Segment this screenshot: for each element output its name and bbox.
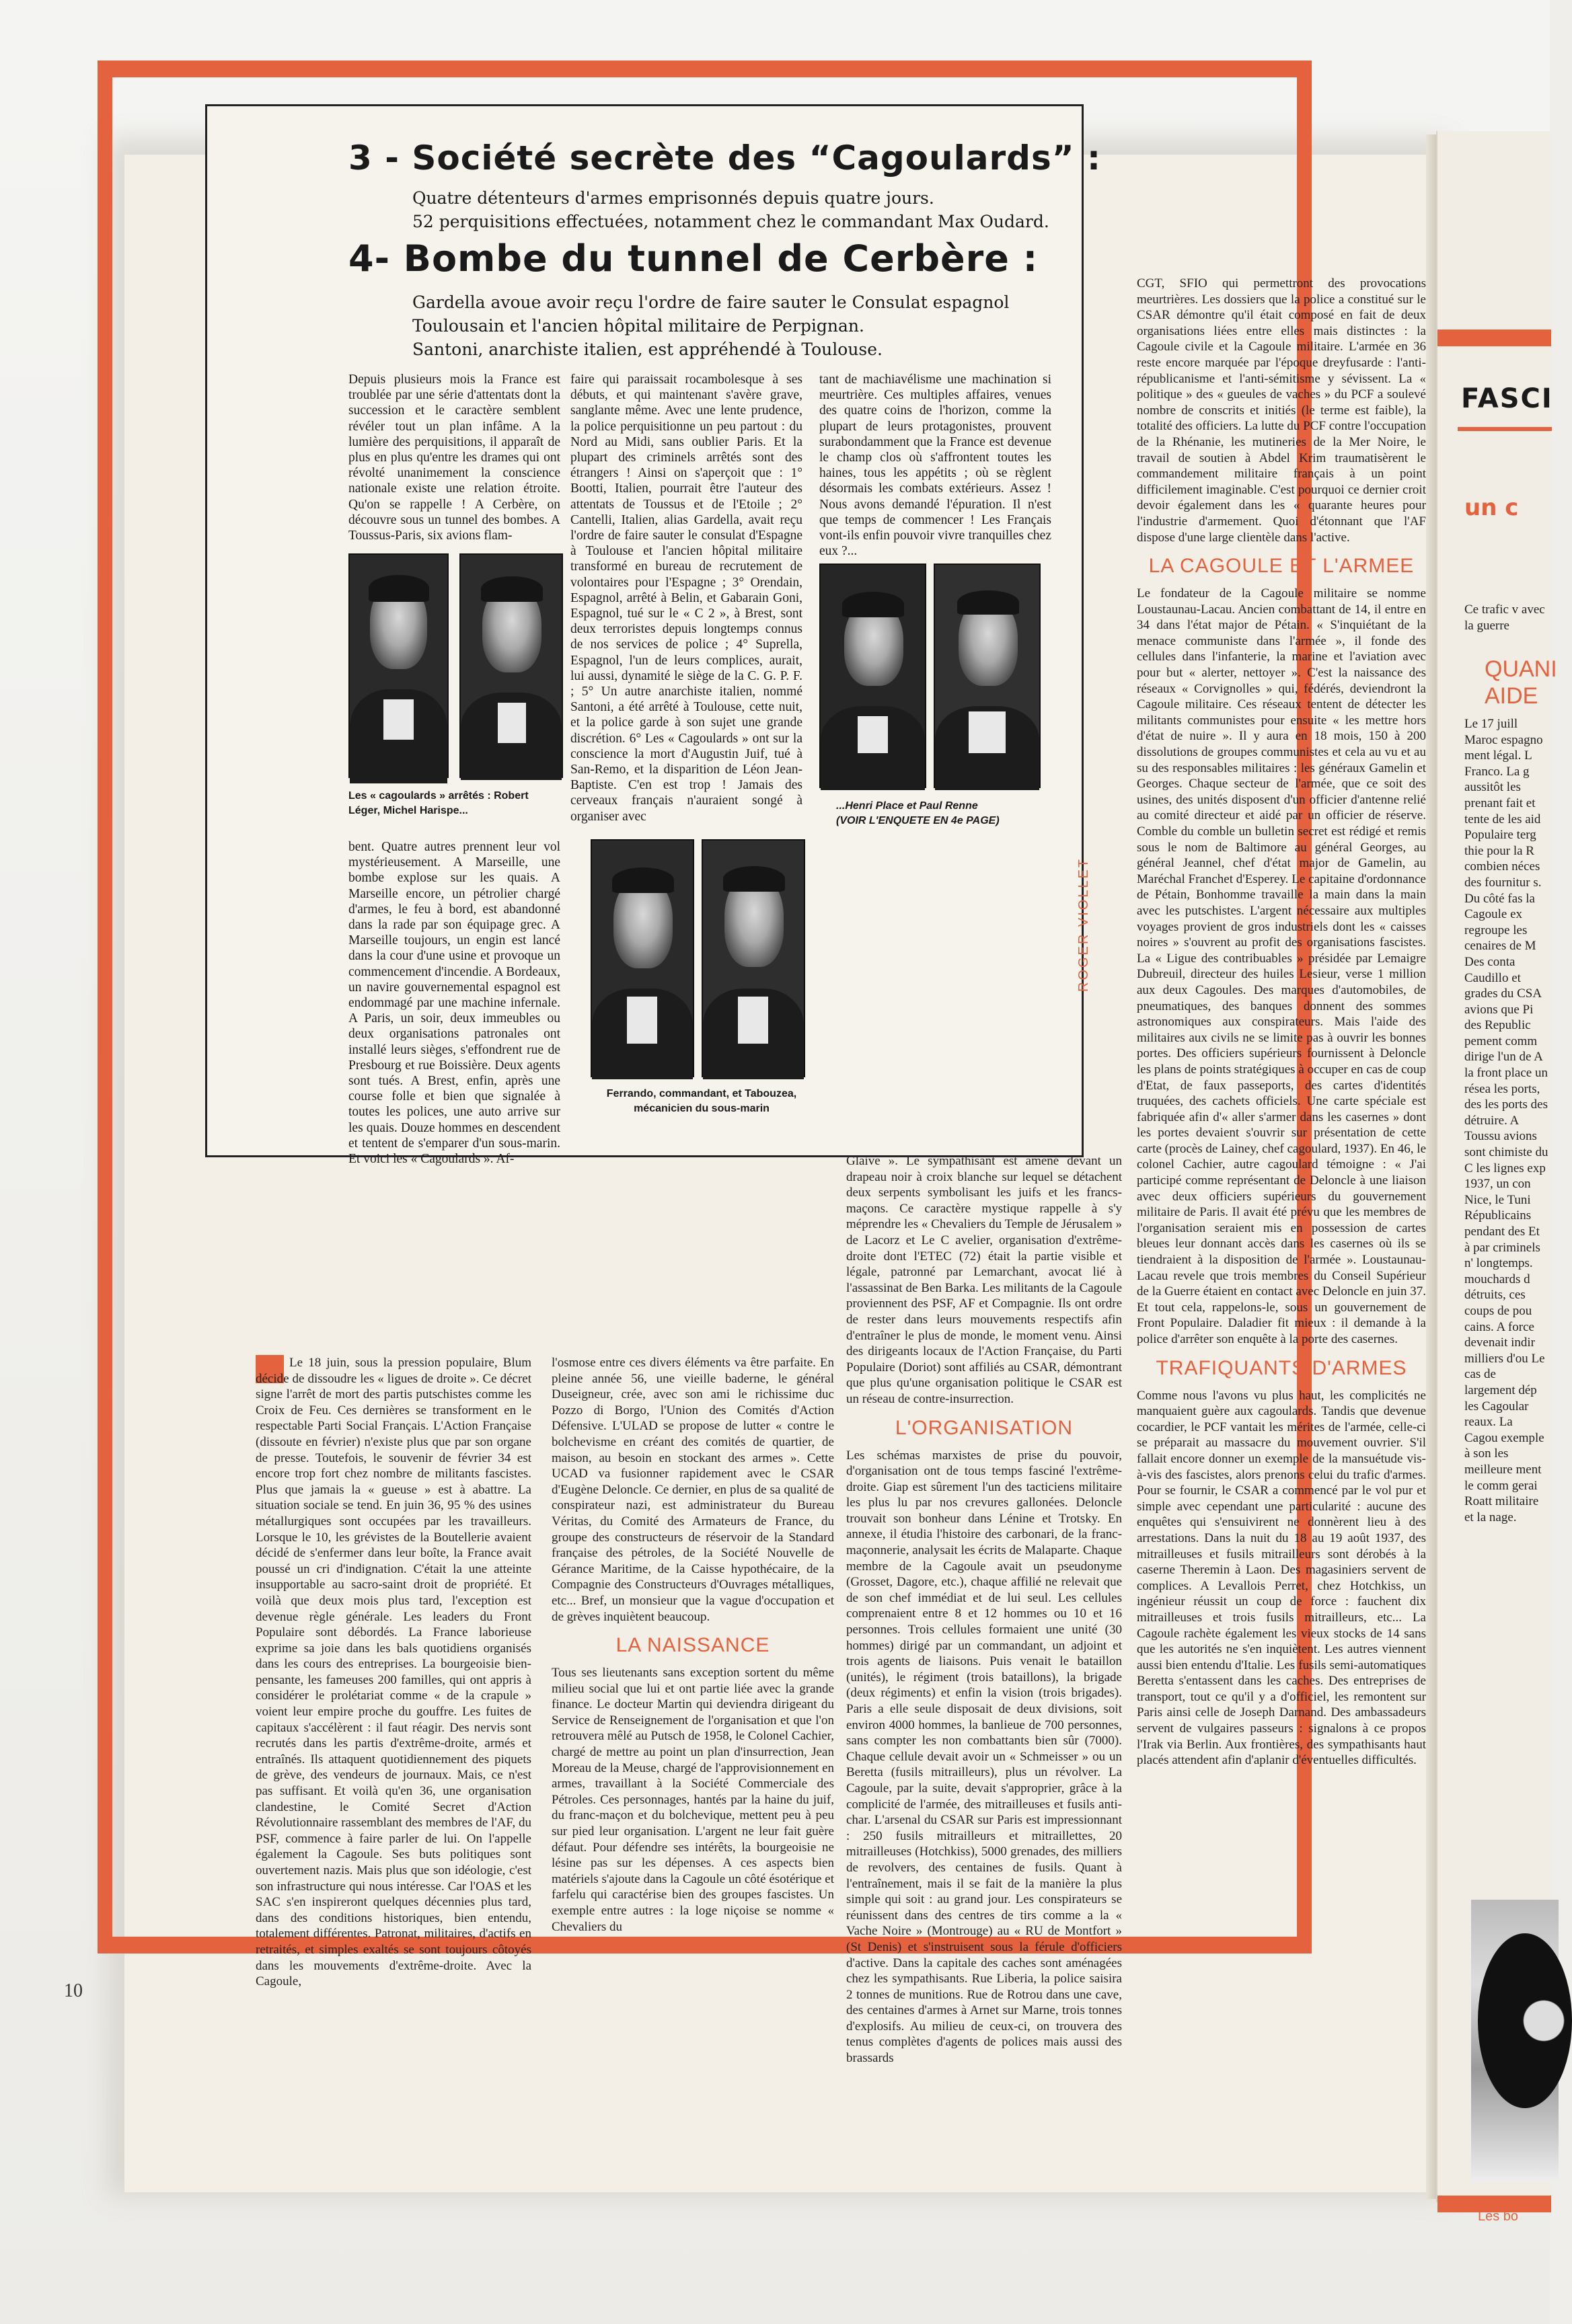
caption-group3-line2: mécanicien du sous-marin — [634, 1103, 770, 1114]
caption-group3 — [601, 1087, 802, 1116]
photo-henri-place — [819, 564, 926, 788]
section-heading-naissance: LA NAISSANCE — [615, 1634, 770, 1657]
article-column-3 — [846, 1153, 1122, 2066]
article-column-4 — [1137, 276, 1426, 1933]
caption-group1 — [348, 789, 564, 818]
article-column-2-part1: l'osmose entre ces divers éléments va être parfaite. En pleine année 56, une vieille baderne, le général Duseigneur, crée, avec son ami le richissime duc Pozzo di Borgo, l'Union des Comités d'Action Défensive. L'ULAD se propose de lutter « contre le bolchevisme en créant des comités de quartier, de maison, au besoin en stockant des armes ». Cette UCAD va fusionner rapidement avec le CSAR d'Eugène Deloncle. Ce dernier, en plus de sa qualité de conspirateur nazi, est administrateur du Bureau Véritas, du Comité des Armateurs de France, du groupe des constructeurs de réservoir de la Standard française des pétroles, de la Société Nouvelle de Gérance Maritime, de la Caisse hypothécaire, de la Compagnie des Constructeurs d'Ouvrages métalliques, etc... Bref, un monsieur que la vague d'occupation et de grèves inquiètent beaucoup. — [552, 1356, 834, 1624]
subhead-1a: Quatre détenteurs d'armes emprisonnés depuis quatre jours. — [412, 188, 934, 208]
caption-group1-line2: Léger, Michel Harispe... — [348, 805, 468, 816]
photo-tabouzea — [702, 839, 805, 1077]
page-number: 10 — [64, 1980, 83, 2001]
next-page-red-frame-top — [1437, 330, 1551, 346]
next-page-caption: Les bo — [1478, 2209, 1519, 2224]
photo-robert-leger — [348, 553, 449, 778]
photo-ferrando — [591, 839, 694, 1077]
subhead-1b: 52 perquisitions effectuées, notamment chez le commandant Max Oudard. — [412, 212, 1049, 231]
subhead-2a: Gardella avoue avoir reçu l'ordre de faire sauter le Consulat espagnol — [412, 293, 1010, 312]
photo-paul-renne — [934, 564, 1041, 788]
next-page-heading: QUANI AIDE — [1485, 656, 1557, 709]
headline-cerbere: 4- Bombe du tunnel de Cerbère : — [348, 237, 1039, 280]
article-column-1: Le 18 juin, sous la pression populaire, Blum décide de dissoudre les « ligues de droite ». Ce décret signe l'arrêt de mort des partis putschistes comme les Croix de Feu. Ces dernières se transforment en le respectable Parti Social Français. L'Action Française (dissoute en février) n'existe plus que par son organe de presse. Toutefois, le souvenir de février 34 est encore trop fort chez nombre de militants fascistes. Plus que jamais la « gueuse » est à abattre. La situation sociale se tend. En juin 36, 95 % des usines métallurgiques sont occupées par les travailleurs. Lorsque le 10, les grévistes de la Boutellerie avaient décidé de s'enfermer dans leur boîte, la France avait poussé un cri d'indignation. C'était la une atteinte insupportable au sacro-saint droit de propriété. Et voilà que deux mois plus tard, l'exception est devenue règle générale. Les leaders du Front Populaire sont débordés. La France laborieuse exprime sa joie dans les bals quotidiens organisés dans les cours des entreprises. La bourgeoisie bien-pensante, les fameuses 200 familles, qui ont appris à considérer le prolétariat comme « de la crapule » voient leur empire proche du gouffre. Les fuites de capitaux s'accélèrent : il faut réagir. Des nervis sont recrutés dans les partis d'extrême-droite, armés et entraînés. Ils attaquent quotidiennement des piquets de grève, des vendeurs de journaux. Mais, ce n'est pas suffisant. Et voilà qu'en 36, une organisation clandestine, le Comité Secret d'Action Révolutionnaire rassemblant des membres de l'AF, du PSF, commence à faire parler de lui. On l'appelle également la Cagoule. Ses buts politiques sont ouvertement nazis. Mais plus que son idéologie, c'est son infrastructure qui nous intéresse. Car l'OAS et les SAC s'en inspireront quelques décennies plus tard, dans des conditions historiques, bien entendu, totalement différentes. Patronat, militaires, d'actifs en retraités, et simples exaltés se sont toujours côtoyés dans les mouvements d'extrême-droite. Avec la Cagoule, — [256, 1356, 531, 1989]
article-column-2-part2: Tous ses lieutenants sans exception sortent du même milieu social que lui et ont partie liée avec la grande finance. Le docteur Martin qui deviendra dirigeant du Service de Renseignement de l'organisation et que l'on retrouvera mêlé au Putsch de 1958, le Colonel Cachier, chargé de mettre au point un plan d'insurrection, Jean Moreau de la Meuse, chargé de l'approvisionnement en armes, travaillant à la Société Commerciale des Pétroles. Ces personnages, hantés par la haine du juif, du franc-maçon et du bolchevique, mettent peu à peu sur pied leur organisation. L'argent ne leur fait guère défaut. Pour défendre ses intérêts, la bourgeoisie ne lésine pas sur les dépenses. A ces aspects bien matériels s'ajoute dans la Cagoule un côté ésotérique et farfelu qui caractérise bien des groupes fascistes. Un exemple entre autres : la loge niçoise se nomme « Chevaliers du — [552, 1666, 834, 1934]
caption-group2 — [836, 799, 1051, 828]
clipping-column-2: faire qui paraissait rocambolesque à ses débuts, et qui maintenant s'avère grave, sanglante même. Avec une lente prudence, la police perquisitionne un peu partout : du Nord au Midi, sans oublier Paris. Et la plupart des criminels arrêtés sont des étrangers ! Ainsi on s'aperçoit que : 1° Bootti, Italien, pourrait être l'auteur des attentats de Toussus et de l'Etoile ; 2° Cantelli, Italien, alias Gardella, avait reçu l'ordre de faire sauter le consulat d'Espagne à Toulouse et l'ancien hôpital militaire transformé en bureau de recrutement de volontaires pour l'Espagne ; 3° Orendain, Espagnol, arrêté à Belin, et Gabarain Goni, Espagnol, tué sur le « C 2 », à Brest, sont deux terroristes depuis longtemps connus de nos services de police ; 4° Suprella, Espagnol, l'un de leurs complices, aurait, lui aussi, dynamité le siège de la C. G. P. F. ; 5° Un autre anarchiste italien, nommé Santoni, a été arrêté à Toulouse, cette nuit, et la police garde à son sujet une grande discrétion. 6° Les « Cagoulards » ont sur la conscience la mort d'Augustin Juif, tué à San-Remo, et la disparition de Léon Jean-Baptiste. C'en est trop ! Jamais des cerveaux français n'auraient songé à organiser avec — [570, 373, 802, 824]
article-column-4-part1: CGT, SFIO qui permettront des provocations meurtrières. Les dossiers que la police a constitué sur le CSAR démontre qu'il était composé en fait de deux organisations liées entre elles mais distinctes : la Cagoule civile et la Cagoule militaire. L'armée en 36 reste encore marquée par l'époque dreyfusarde : l'anti-républicanisme et l'anti-sémitisme y sévissent. La « politique » des « gueules de vaches » du PCF a soulevé nombre de conscrits et initiés (le terme est faible), la totalité des officiers. La lutte du PCF contre l'occupation de la Rhénanie, les mutineries de la Mer Noire, le travail de soutien à Abdel Krim traumatisèrent le commandement militaire français à un point difficilement imaginable. C'est pourquoi ce dernier croit devoir également dans les « quarante heures pour l'industrie d'armement. Quoi d'étonnant que l'AF dispose d'une large clientèle dans l'active. — [1137, 276, 1426, 545]
subhead-2b: Toulousain et l'ancien hôpital militaire de Perpignan. — [412, 316, 864, 336]
caption-group1-line1: Les « cagoulards » arrêtés : Robert — [348, 790, 529, 802]
article-column-4-part2: Le fondateur de la Cagoule militaire se nomme Loustaunau-Lacau. Ancien combattant de 14, il entre en 34 dans l'état major de Pétain. « S'inquiétant de la menace communiste dans l'armée », il fonde des cellules dans l'infanterie, la marine et l'aviation avec pour but « alerter, nettoyer ». C'est la naissance des réseaux « Corvignolles » qui, fédérés, deviendront la Cagoule militaire. Ces réseaux tentent de détecter les militants communistes pour ensuite « les mettre hors d'état de nuire ». Il y aura en 18 mois, 150 à 200 dissolutions de groupes communistes et cela au vu et au su des responsables militaires : les généraux Gamelin et Georges. Chaque secteur de l'armée, que ce soit des usines, des unités disposent d'un officier d'antenne relié au comité directeur et aidé par un officier de réserve. Comble du comble un bulletin secret est rédigé et remis sous le nom de Baltimore au général Georges, au général Jeannel, chef d'état major de Gamelin, au Maréchal Franchet d'Esperey. Le capitaine d'ordonnance de Pétain, Bonhomme travaille la main dans la main avec les putschistes. L'argent nécessaire aux multiples voyages provient de gros industriels dont les « caisses noires » s'ouvrent au profit des organisations fascistes. La « Ligue des contribuables » présidée par Lemaigre Dubreuil, directeur des huiles Lesieur, verse 1 million aux deux Cagoules. Des marques d'automobiles, de pneumatiques, des banques donnent des sommes astronomiques aux conspirateurs. Mais l'aide des militaires aux civils ne se limite pas à ouvrir les bonnes portes. Des officiers supérieurs fournissent à Deloncle les plans de points stratégiques à occuper en cas de coup d'Etat, de faux passeports, des cartes d'identités truquées, des cachets officiels. Une carte spéciale est fabriquée afin d'« aller s'armer dans les casernes » dont les portes devaient s'ouvrir sur présentation de cette carte (procès de Lainey, chef cagoulard, 1937). En 46, le colonel Cachier, autre cagoulard témoigne : « J'ai participé comme représentant de Deloncle à une liaison avec deux officiers supérieurs du gouvernement militaire de Paris. Il avait été prévu que les membres de l'organisation seraient mis en possession de cartes bleues leur donnant accès dans les casernes où ils se tiendraient à la disposition de l'armée ». Loustaunau-Lacau revele que trois membres du Conseil Supérieur de la Guerre étaient en contact avec Deloncle en juin 37. Et tout cela, rappelons-le, sous un gouvernement de Front Populaire. Daladier fit mieux : il demande à la police d'arrêter son enquête à la porte des casernes. — [1137, 586, 1426, 1346]
clipping-column-3: tant de machiavélisme une machination si meurtrière. Ces multiples affaires, venues des quatre coins de l'horizon, comme la plupart de leurs protagonistes, prouvent surabondamment que la France est devenue le champ clos où s'affrontent toutes les haines, tous les appétits ; où se règlent désormais les combats extérieurs. Assez ! Nous avons demandé l'épuration. Il n'est que temps de commencer ! Les Français vont-ils enfin pouvoir vivre tranquilles chez eux ?... — [819, 373, 1051, 559]
headline-cagoulards: 3 - Société secrète des “Cagoulards” : — [348, 139, 1101, 178]
article-column-3-part2: Les schémas marxistes de prise du pouvoir, d'organisation ont de tous temps fasciné l'extrême-droite. Giap est sûrement l'un des tacticiens militaire les plus lu par nos crevures gallonées. Deloncle trouvait son bonheur dans Lénine et Trotsky. En annexe, il étudia l'histoire des carbonari, de la franc-maçonnerie, analysait les écrits de Malaparte. Chaque membre de la Cagoule avait un pseudonyme (Grosset, Dagore, etc.), chaque affilié ne relevait que de son chef immédiat et de lui seul. Les cellules comprenaient entre 8 et 12 hommes ou 10 et 16 personnes. Trois cellules formaient une unité (30 hommes) dirigé par un commandant, un adjoint et trois agents de liaisons. Puis venait le bataillon (unités), le régiment (trois bataillons), la brigade (deux régiments) et enfin la vision (trois brigades). Paris a elle seule disposait de deux divisions, soit environ 4000 hommes, la banlieue de 700 personnes, sans compter les non combattants bien sûr (7000). Chaque cellule devait avoir un « Schmeisser » ou un Beretta (fusils mitrailleurs), plus un révolver. La Cagoule, par la suite, devait s'approprier, grâce à la complicité de l'armée, des mitrailleuses et fusils anti-char. L'arsenal du CSAR sur Paris est impressionnant : 250 fusils mitrailleurs et mitraillettes, 20 mitrailleuses (Hotchkiss), 5000 grenades, des milliers de revolvers, des centaines de fusils. Quant à l'entraînement, mais il se fait de la manière la plus simple qui soit : au grand jour. Les conspirateurs se réunissent dans des centres de tirs comme a la « Vache Noire » (Montrouge) au « RU de Montfort » (St Denis) et s'instruisent sous la férule d'officiers d'active. Dans la capitale des caches sont aménagées chez les sympathisants. Rue Liberia, la police saisira 2 tonnes de munitions. Rue de Rotrou dans une cave, des centaines d'armes à Arnet sur Marne, trois tonnes d'explosifs. Au milieu de ceux-ci, on trouvera des tenus complètes d'agents de polices mais aussi des brassards — [846, 1448, 1122, 2066]
next-page-text-1: Ce trafic v avec la guerre — [1464, 603, 1545, 633]
next-page — [1436, 131, 1557, 2224]
caption-group3-line1: Ferrando, commandant, et Tabouzea, — [606, 1088, 797, 1099]
newspaper-clipping — [205, 104, 1101, 1167]
next-page-text-2: Le 17 juill Maroc espagno ment légal. L Franco. La g aussitôt les prenant fait et tente de les aid Populaire terg thie pour la R combien néces des fournitur s. Du côté fas la Cagoule ex regroupe les cenaires de M Des conta Caudillo et grades du CSA avions que Pi des Republic pement comm dirige l'un de A la front place un résea les ports, des les ports des détruire. A Toussu avions sont chimiste du C les lignes exp 1937, un con Nice, le Tuni Républicains pendant des Et à par criminels n' longtemps. mouchards d détruits, ces coups de pou cains. A force devenait indir milliers d'ou Le cas de largement dép les Cagoular reaux. La Cagou exemple à son les meilleure ment le comm gerai Roatt militaire et la nage. — [1464, 717, 1548, 1524]
photo-michel-harispe — [459, 553, 563, 778]
article-column-2 — [552, 1355, 834, 1933]
clipping-column-1: Depuis plusieurs mois la France est troublée par une série d'attentats dont la succession et le caractère semblent révéler tout un plan infâme. A la lumière des perquisitions, il apparaît de plus en plus qu'entre les drames qui ont révolté unanimement la conscience nationale existe une relation étroite. Qu'on se rappelle ! A Cerbère, on découvre sous un tunnel des bombes. A Toussus-Paris, six avions flam- — [348, 373, 560, 543]
section-heading-organisation: L'ORGANISATION — [895, 1416, 1074, 1439]
caption-group2-line2: (VOIR L'ENQUETE EN 4e PAGE) — [836, 815, 1000, 826]
section-heading-armee: LA CAGOULE ET L'ARMEE — [1148, 555, 1415, 578]
subhead-2c: Santoni, anarchiste italien, est appréhendé à Toulouse. — [412, 340, 883, 359]
article-column-4-part3: Comme nous l'avons vu plus haut, les complicités ne manquaient guère aux cagoulards. Tandis que devenue cocardier, le PCF vantait les mérites de l'armée, celle-ci se préparait au massacre du mouvement ouvrier. S'il fallait encore donner un exemple de la mansuétude vis-à-vis des fascistes, alors prenons celui du trafic d'armes. Pour se fournir, le CSAR a commencé par le vol pur et simple avec cependant une particularité : aucune des enquêtes qui s'ensuivirent ne donnèrent lieu à des arrestations. Dans la nuit du 18 au 19 août 1937, des mitrailleuses et fusils mitrailleurs sont dérobés à la caserne Theremin à Laon. Des magasiniers servent de complices. A Levallois Perret, chez Hotchkiss, un ingénieur réussit un coup de force : fauchent dix mitrailleuses et trois fusils mitrailleurs, etc... La Cagoule rachète également les vieux stocks de 14 sans que les autorités ne s'en inquiètent. Les autres viennent aussi bien entendu d'Italie. Les fusils semi-automatiques Beretta s'entassent dans les caches. Des entreprises de transport, tout ce qu'il y a d'officiel, les remontent sur Paris ainsi celle de Joseph Darnand. Des ambassadeurs servent de vulgaires passeurs : signalons à ce propos l'Irak via Berlin. Aux frontières, des sympathisants haut placés attendent afin d'aplanir d'éventuelles difficultés. — [1137, 1388, 1426, 1768]
next-page-photo-disc — [1478, 1933, 1572, 2108]
next-page-subtitle: un c — [1464, 494, 1519, 521]
clipping-column-1b: bent. Quatre autres prennent leur vol mystérieusement. A Marseille, une bombe explose sur les quais. A Marseille encore, un pétrolier chargé d'armes, le feu à bord, est abandonné dans la rade par son équipage grec. A Marseille toujours, un engin est lancé dans la cour d'une usine et provoque un commencement d'incendie. A Bordeaux, un navire gouvernemental espagnol est endommagé par une machine infernale. A Paris, un soir, deux immeubles ou deux organisations patronales ont installé leurs sièges, s'effondrent rue de Presbourg et rue Boissière. Deux agents sont tués. A Brest, enfin, après une course folle et bien que signalée à toutes les polices, une auto arrive sur les quais. Douze hommes en descendent et tentent de s'emparer d'un sous-marin. Et voici les « Cagoulards ». Af- — [348, 840, 560, 1167]
red-frame-left — [98, 61, 112, 1953]
article-column-3-part1: Glaive ». Le sympathisant est amené devant un drapeau noir à croix blanche sur lequel se détachent deux serpents symbolisant les juifs et les francs-maçons. Ce caractère mystique rappelle à s'y méprendre les « Chevaliers du Temple de Jérusalem » de Lacorz et Le C avelier, organisation d'extrême-droite dont l'ETEC (72) était la partie visible et légale, patronné par Lemarchant, avocat lié à l'assassinat de Ben Barka. Les militants de la Cagoule proviennent des PSF, AF et Compagnie. Ils ont ordre de rester dans leurs mouvements respectifs afin d'entraîner le plus de monde, le moment venu. Ainsi des dirigeants locaux de l'Action Française, du Parti Populaire (Doriot) sont affiliés au CSAR, démontrant que plus qu'une organisation politique le CSAR est un réseau de contre-insurrection. — [846, 1154, 1122, 1406]
section-heading-trafiquants: TRAFIQUANTS D'ARMES — [1156, 1356, 1407, 1379]
red-frame-top — [98, 61, 1312, 77]
caption-group2-line1: ...Henri Place et Paul Renne — [836, 800, 978, 812]
next-page-title: FASCI — [1461, 383, 1553, 414]
photo-credit: ROGER VIOLLET — [1076, 857, 1091, 992]
next-page-title-rule — [1458, 427, 1552, 431]
